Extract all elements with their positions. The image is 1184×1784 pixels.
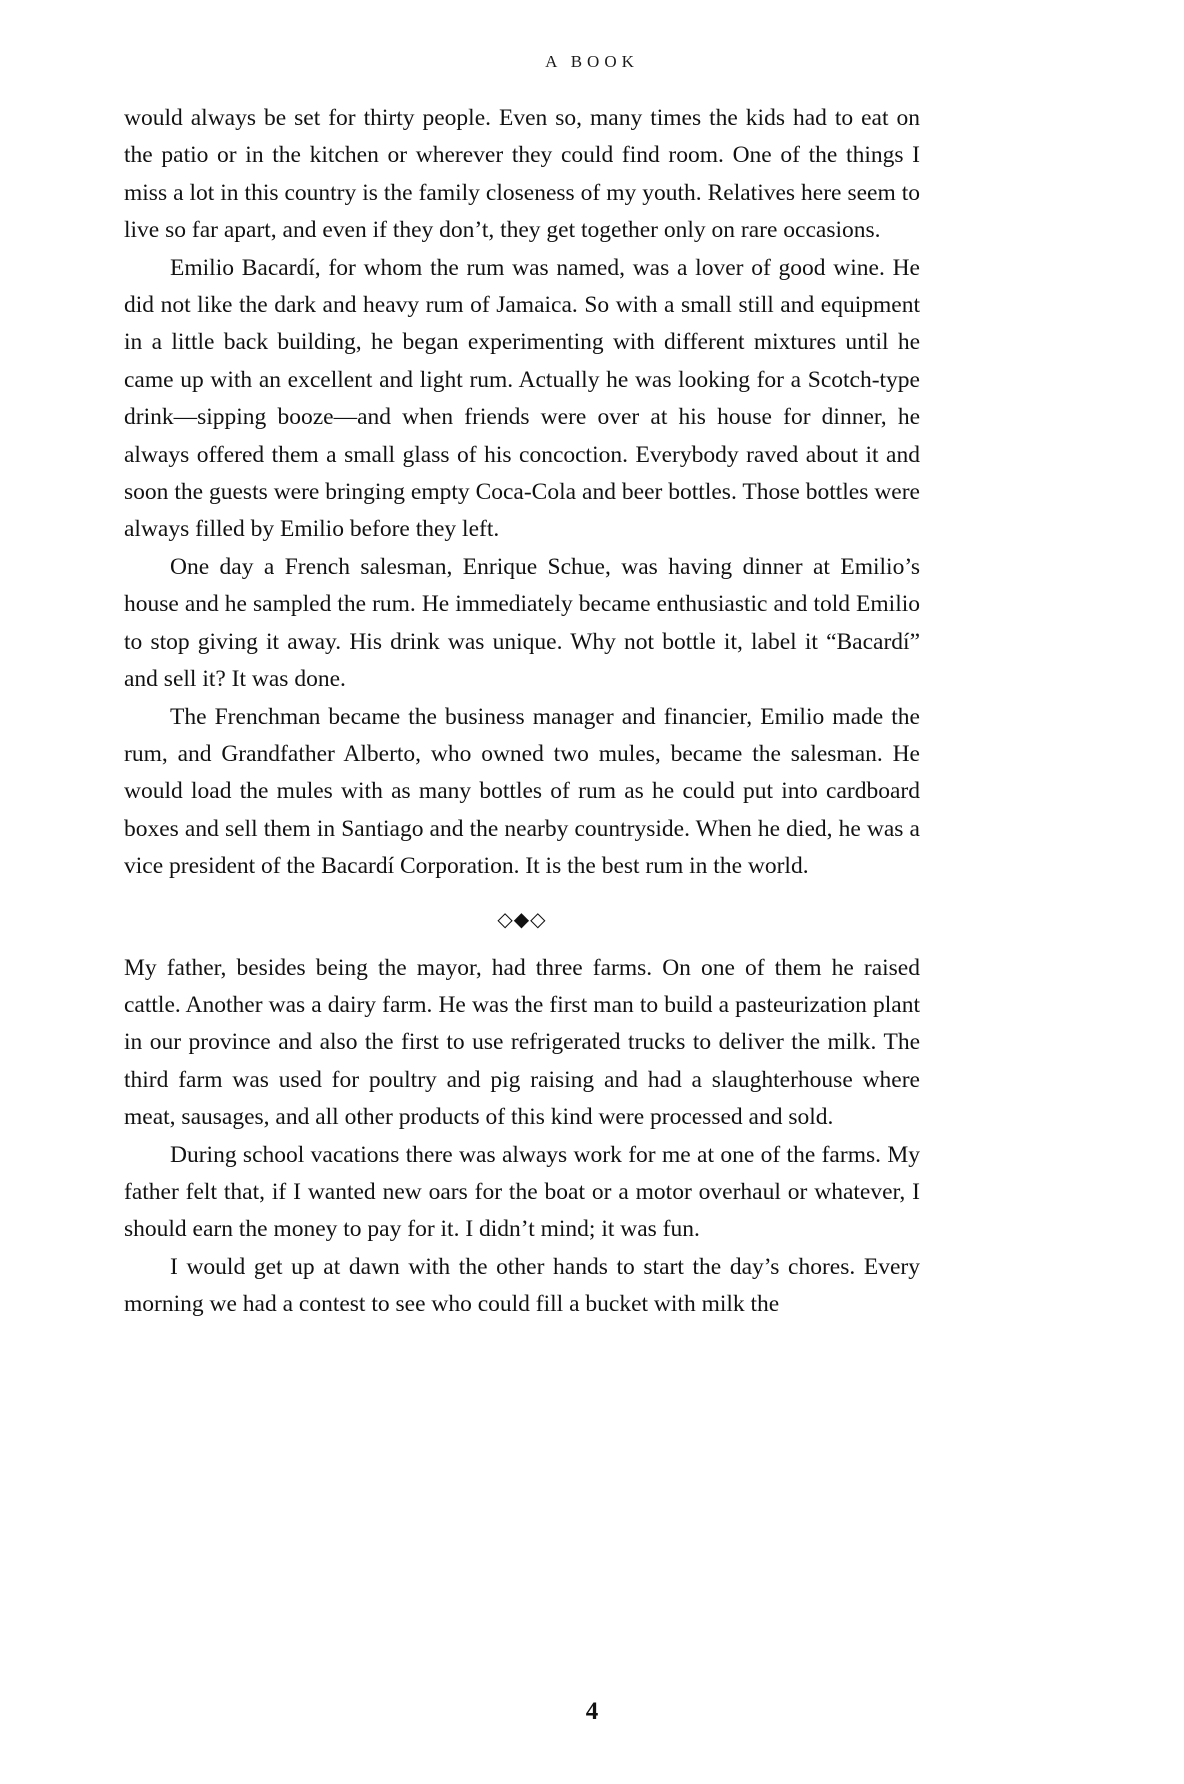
page-body [124, 100, 920, 1324]
page-number: 4 [585, 1698, 599, 1725]
paragraph: Emilio Bacardí, for whom the rum was named, was a lover of good wine. He did not like the dark and heavy rum of Jamaica. So with a small still and equipment in a little back building, he began experimenting with different mixtures until he came up with an excellent and light rum. Actually he was looking for a Scotch-type drink—sipping booze—and when friends were over at his house for dinner, he always offered them a small glass of his concoction. Everybody raved about it and soon the guests were bringing empty Coca-Cola and beer bottles. Those bottles were always filled by Emilio before they left. [124, 254, 920, 543]
section-ornament: ◇◆◇ [497, 908, 547, 931]
paragraph: would always be set for thirty people. Even so, many times the kids had to eat on the patio or in the kitchen or wherever they could find room. One of the things I miss a lot in this country is the family closeness of my youth. Relatives here seem to live so far apart, and even if they don’t, they get together only on rare occasions. [124, 105, 920, 244]
paragraph: The Frenchman became the business manager and financier, Emilio made the rum, and Grandfather Alberto, who owned two mules, became the salesman. He would load the mules with as many bottles of rum as he could put into cardboard boxes and sell them in Santiago and the nearby countryside. When he died, he was a vice president of the Bacardí Corporation. It is the best rum in the world. [124, 703, 920, 880]
paragraph: During school vacations there was always work for me at one of the farms. My father felt that, if I wanted new oars for the boat or a motor overhaul or whatever, I should earn the money to pay for it. I didn’t mind; it was fun. [124, 1141, 920, 1243]
paragraph: My father, besides being the mayor, had three farms. On one of them he raised cattle. Another was a dairy farm. He was the first man to build a pasteurization plant in our province and also the first to use refrigerated trucks to deliver the milk. The third farm was used for poultry and pig raising and had a slaughterhouse where meat, sausages, and all other products of this kind were processed and sold. [124, 954, 920, 1131]
running-head: A BOOK [545, 52, 639, 71]
paragraph: I would get up at dawn with the other hands to start the day’s chores. Every morning we had a contest to see who could fill a bucket with milk the [124, 1253, 920, 1318]
paragraph: One day a French salesman, Enrique Schue, was having dinner at Emilio’s house and he sampled the rum. He immediately became enthusiastic and told Emilio to stop giving it away. His drink was unique. Why not bottle it, label it “Bacardí” and sell it? It was done. [124, 553, 920, 693]
